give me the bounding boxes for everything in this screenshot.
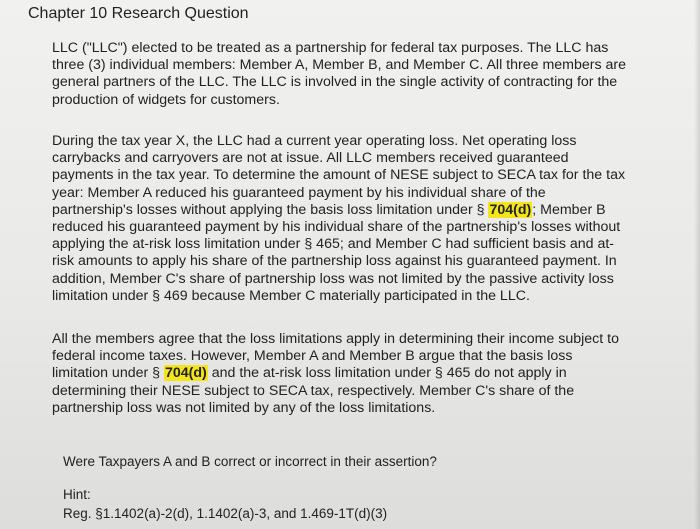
line-text: and the at-risk loss limitation under § 465 do not apply in: [207, 365, 567, 382]
line-text: limitation under §: [52, 365, 164, 382]
hint-label: Hint:: [63, 487, 91, 502]
highlighted-section-reference: 704(d): [489, 201, 532, 218]
hint-regulations: Reg. §1.1402(a)-2(d), 1.1402(a)-3, and 1.469-1T(d)(3): [63, 506, 388, 521]
paragraph-llc-intro: [52, 40, 697, 109]
paragraph-line: [52, 365, 697, 382]
paragraph-line: [52, 202, 697, 219]
paragraph-line: year: Member A reduced his guaranteed payment by his individual share of the: [52, 184, 546, 201]
paragraph-line: general partners of the LLC. The LLC is involved in the single activity of contracting for the: [52, 74, 618, 91]
paragraph-line: risk amounts to apply his share of the partnership loss against his guaranteed payment. In: [52, 253, 617, 270]
paragraph-line: production of widgets for customers.: [52, 91, 280, 108]
line-text: partnership's losses without applying the basis loss limitation under §: [52, 201, 489, 218]
paragraph-line: partnership loss was not limited by any of the loss limitations.: [52, 399, 436, 416]
research-question: Were Taxpayers A and B correct or incorrect in their assertion?: [63, 454, 437, 469]
paragraph-tax-year-facts: [52, 133, 697, 305]
paragraph-line: During the tax year X, the LLC had a current year operating loss. Net operating loss: [52, 133, 577, 149]
paragraph-line: three (3) individual members: Member A, Member B, and Member C. All three members are: [52, 57, 627, 74]
paragraph-line: addition, Member C's share of partnership loss was not limited by the passive activity loss: [52, 270, 614, 287]
page-edge-shadow: [694, 0, 700, 529]
paragraph-line: limitation under § 469 because Member C materially participated in the LLC.: [52, 287, 530, 304]
paragraph-line: determining their NESE subject to SECA tax, respectively. Member C's share of the: [52, 382, 575, 399]
highlighted-section-reference: 704(d): [164, 365, 207, 382]
paragraph-line: All the members agree that the loss limitations apply in determining their income subject to: [52, 331, 619, 347]
paragraph-line: federal income taxes. However, Member A and Member B argue that the basis loss: [52, 348, 573, 365]
paragraph-members-argument: [52, 331, 697, 417]
document-title: Chapter 10 Research Question: [28, 5, 249, 22]
paragraph-line: applying the at-risk loss limitation under § 465; and Member C had sufficient basis and at-: [52, 236, 615, 253]
paragraph-line: payments in the tax year. To determine the amount of NESE subject to SECA tax for the tax: [52, 167, 626, 184]
paragraph-line: carrybacks and carryovers are not at issue. All LLC members received guaranteed: [52, 150, 569, 167]
paragraph-line: LLC ("LLC") elected to be treated as a partnership for federal tax purposes. The LLC has: [52, 40, 609, 56]
line-text: ; Member B: [532, 201, 606, 218]
paragraph-line: reduced his guaranteed payment by his individual share of the partnership's losses without: [52, 219, 621, 236]
